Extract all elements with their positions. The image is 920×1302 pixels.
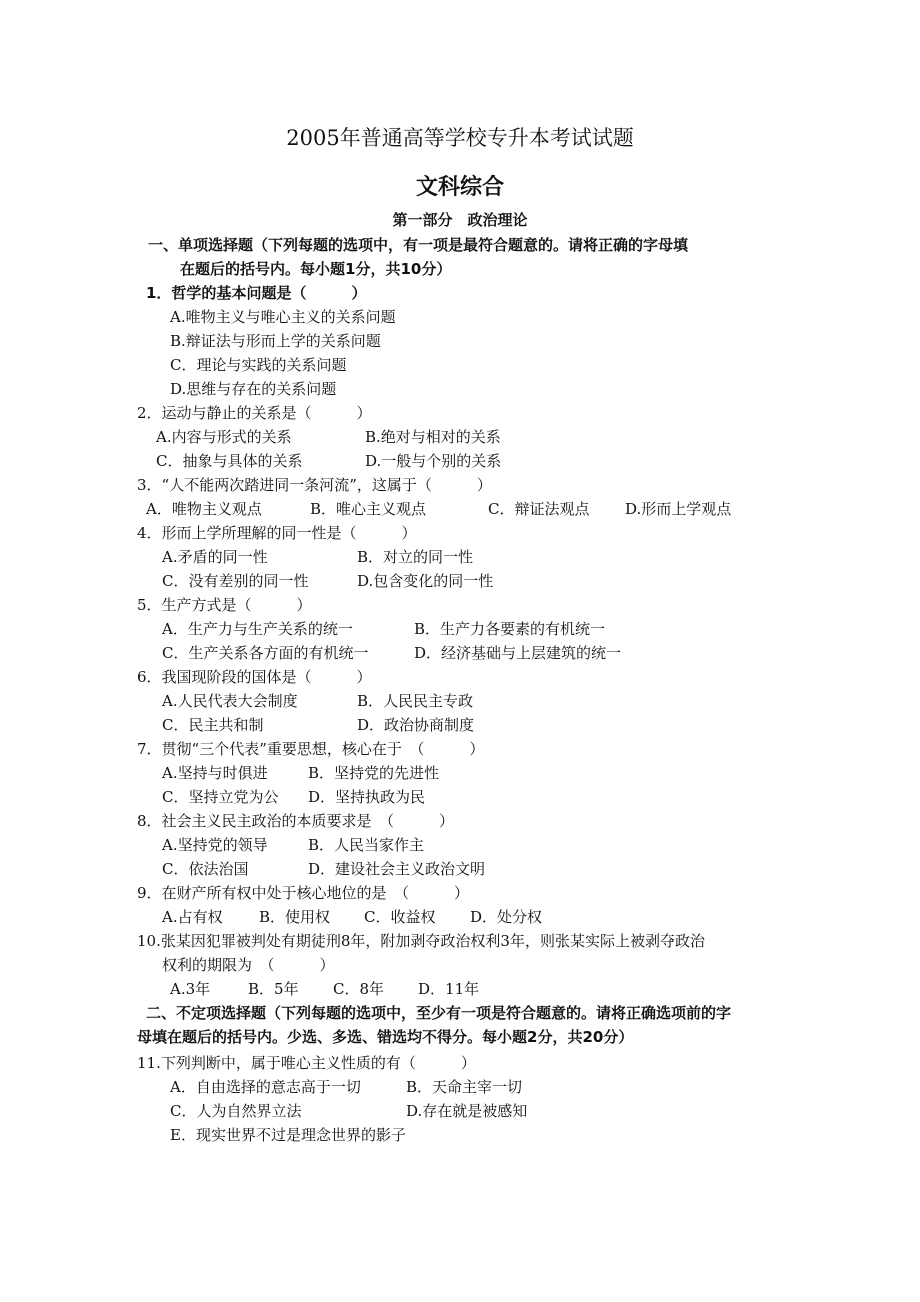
q9-option-a: A.占有权 xyxy=(162,908,223,926)
q1-option-a: A.唯物主义与唯心主义的关系问题 xyxy=(170,308,396,326)
section2-heading-line1: 二、不定项选择题（下列每题的选项中，至少有一项是符合题意的。请将正确选项前的字 xyxy=(146,1004,732,1022)
part-heading: 第一部分 政治理论 xyxy=(392,211,528,229)
exam-title: 2005年普通高等学校专升本考试试题 xyxy=(286,126,634,150)
q7-option-d: D．坚持执政为民 xyxy=(308,788,426,806)
q6-option-a: A.人民代表大会制度 xyxy=(162,692,298,710)
q4-option-d: D.包含变化的同一性 xyxy=(357,572,494,590)
q11-option-e: E．现实世界不过是理念世界的影子 xyxy=(170,1126,406,1144)
q2-option-c: C．抽象与具体的关系 xyxy=(156,452,303,470)
q6-option-b: B．人民民主专政 xyxy=(357,692,474,710)
q10-option-d: D．11年 xyxy=(418,980,480,998)
q6-stem: 6．我国现阶段的国体是（ ） xyxy=(137,668,372,686)
q10-stem-line1: 10.张某因犯罪被判处有期徒刑8年，附加剥夺政治权利3年，则张某实际上被剥夺政治 xyxy=(137,932,705,950)
q7-option-b: B．坚持党的先进性 xyxy=(308,764,440,782)
q9-option-d: D．处分权 xyxy=(470,908,543,926)
section1-heading-line2: 在题后的括号内。每小题1分，共10分） xyxy=(180,260,452,278)
q10-option-c: C．8年 xyxy=(333,980,385,998)
q6-option-c: C．民主共和制 xyxy=(162,716,264,734)
q1-option-c: C．理论与实践的关系问题 xyxy=(170,356,347,374)
q4-option-c: C．没有差别的同一性 xyxy=(162,572,309,590)
q11-stem: 11.下列判断中，属于唯心主义性质的有（ ） xyxy=(137,1054,476,1072)
q6-option-d: D．政治协商制度 xyxy=(357,716,475,734)
q8-option-a: A.坚持党的领导 xyxy=(162,836,268,854)
q2-option-a: A.内容与形式的关系 xyxy=(156,428,292,446)
q1-stem: 1．哲学的基本问题是（ ） xyxy=(146,284,367,302)
q1-option-b: B.辩证法与形而上学的关系问题 xyxy=(170,332,381,350)
exam-subtitle: 文科综合 xyxy=(415,175,504,200)
q3-stem: 3．“人不能两次踏进同一条河流”，这属于（ ） xyxy=(137,476,492,494)
q9-option-b: B．使用权 xyxy=(259,908,331,926)
q3-option-b: B．唯心主义观点 xyxy=(310,500,427,518)
q11-option-c: C．人为自然界立法 xyxy=(170,1102,302,1120)
q9-option-c: C．收益权 xyxy=(364,908,436,926)
q2-option-d: D.一般与个别的关系 xyxy=(365,452,502,470)
q11-option-b: B．天命主宰一切 xyxy=(406,1078,523,1096)
section1-heading-line1: 一、单项选择题（下列每题的选项中，有一项是最符合题意的。请将正确的字母填 xyxy=(148,236,689,254)
q2-option-b: B.绝对与相对的关系 xyxy=(365,428,501,446)
q5-option-c: C．生产关系各方面的有机统一 xyxy=(162,644,369,662)
q3-option-a: A．唯物主义观点 xyxy=(146,500,262,518)
q5-option-a: A．生产力与生产关系的统一 xyxy=(162,620,353,638)
q11-option-d: D.存在就是被感知 xyxy=(406,1102,528,1120)
q8-option-b: B．人民当家作主 xyxy=(308,836,425,854)
q4-stem: 4．形而上学所理解的同一性是（ ） xyxy=(137,524,417,542)
q10-stem-line2: 权利的期限为 （ ） xyxy=(162,956,335,974)
q7-option-a: A.坚持与时俱进 xyxy=(162,764,268,782)
q3-option-c: C．辩证法观点 xyxy=(488,500,590,518)
q4-option-b: B．对立的同一性 xyxy=(357,548,474,566)
q7-stem: 7．贯彻“三个代表”重要思想，核心在于 （ ） xyxy=(137,740,485,758)
q11-option-a: A．自由选择的意志高于一切 xyxy=(170,1078,361,1096)
q9-stem: 9．在财产所有权中处于核心地位的是 （ ） xyxy=(137,884,470,902)
q10-option-b: B．5年 xyxy=(248,980,299,998)
q5-option-d: D．经济基础与上层建筑的统一 xyxy=(414,644,622,662)
q5-option-b: B．生产力各要素的有机统一 xyxy=(414,620,606,638)
section2-heading-line2: 母填在题后的括号内。少选、多选、错选均不得分。每小题2分，共20分） xyxy=(137,1028,634,1046)
q8-option-d: D．建设社会主义政治文明 xyxy=(308,860,486,878)
q8-stem: 8．社会主义民主政治的本质要求是 （ ） xyxy=(137,812,455,830)
q8-option-c: C．依法治国 xyxy=(162,860,249,878)
q1-option-d: D.思维与存在的关系问题 xyxy=(170,380,337,398)
q7-option-c: C．坚持立党为公 xyxy=(162,788,279,806)
q4-option-a: A.矛盾的同一性 xyxy=(162,548,268,566)
q3-option-d: D.形而上学观点 xyxy=(625,500,732,518)
q10-option-a: A.3年 xyxy=(170,980,211,998)
q5-stem: 5．生产方式是（ ） xyxy=(137,596,312,614)
q2-stem: 2．运动与静止的关系是（ ） xyxy=(137,404,372,422)
